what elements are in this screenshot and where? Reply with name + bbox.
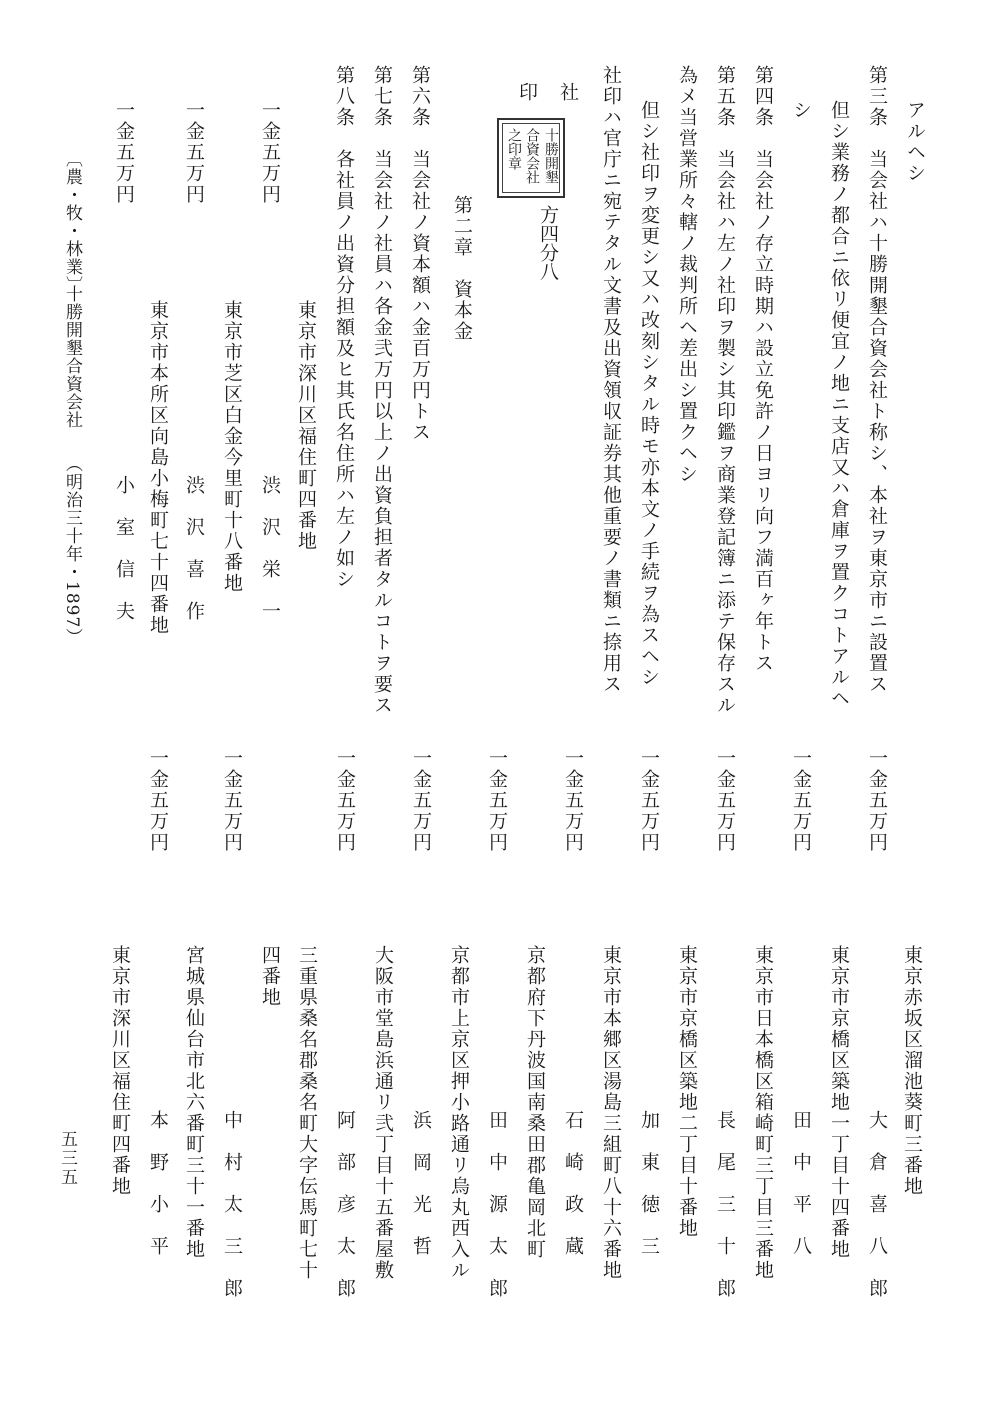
entry-address: 東京市日本橋区箱崎町三丁目三番地 [752, 945, 774, 1281]
entry-name: 渋 沢 栄 一 [259, 475, 281, 622]
entry-address: 三重県桑名郡桑名町大字伝馬町七十 [296, 945, 318, 1281]
entry-amount: 一金五万円 [790, 748, 812, 853]
entry-address: 宮城県仙台市北六番町三十一番地 [183, 945, 205, 1260]
seal-size: 方四分八 [537, 205, 559, 281]
article-5: 第五条 当会社ハ左ノ社印ヲ製シ其印鑑ヲ商業登記簿ニ添テ保存スル [714, 65, 736, 716]
text-line: シ [790, 100, 812, 121]
entry-amount: 一金五万円 [259, 100, 281, 205]
article-6: 第六条 当会社ノ資本額ハ金百万円トス [409, 65, 431, 443]
seal-text: 之印章 [506, 128, 522, 170]
entry-amount: 一金五万円 [638, 748, 660, 853]
footer-date: （明治三十年・1897） [62, 455, 82, 647]
article-4: 第四条 当会社ノ存立時期ハ設立免許ノ日ヨリ向フ満百ヶ年トス [752, 65, 774, 674]
entry-name: 渋 沢 喜 作 [183, 475, 205, 622]
entry-address-cont: 四番地 [259, 945, 281, 1008]
entry-name: 中 村 太 三 郎 [221, 1110, 243, 1299]
entry-name: 加 東 徳 三 [638, 1110, 660, 1257]
entry-amount: 一金五万円 [866, 748, 888, 853]
entry-name: 田 中 平 八 [790, 1110, 812, 1257]
text-line: 社印ハ官庁ニ宛テタル文書及出資領収証券其他重要ノ書類ニ捺用ス [600, 65, 622, 695]
footer-title: 十勝開墾合資会社 [62, 285, 82, 429]
text-line: 但シ社印ヲ変更シ又ハ改刻シタル時モ亦本文ノ手続ヲ為スヘシ [638, 100, 660, 688]
entry-address: 東京市本所区向島小梅町七十四番地 [147, 300, 169, 636]
chapter-heading: 第二章 資本金 [451, 195, 473, 342]
entry-name: 長 尾 三 十 郎 [714, 1110, 736, 1299]
entry-address: 東京市芝区白金今里町十八番地 [221, 300, 243, 594]
seal-label-sha: 社 [557, 82, 579, 103]
entry-address: 大阪市堂島浜通リ弐丁目十五番屋敷 [372, 945, 394, 1281]
entry-name: 大 倉 喜 八 郎 [866, 1110, 888, 1299]
entry-name: 石 崎 政 蔵 [562, 1110, 584, 1257]
entry-name: 小 室 信 夫 [113, 475, 135, 622]
entry-amount: 一金五万円 [334, 748, 356, 853]
entry-address: 東京市深川区福住町四番地 [109, 945, 131, 1197]
entry-amount: 一金五万円 [147, 748, 169, 853]
entry-address: 東京市京橋区築地二丁目十番地 [676, 945, 698, 1239]
entry-name: 浜 岡 光 哲 [410, 1110, 432, 1257]
entry-address: 東京市深川区福住町四番地 [295, 300, 317, 552]
text-line: 為メ当営業所々轄ノ裁判所ヘ差出シ置クヘシ [676, 65, 698, 485]
entry-amount: 一金五万円 [714, 748, 736, 853]
company-seal [497, 118, 565, 198]
entry-name: 阿 部 彦 太 郎 [334, 1110, 356, 1299]
page-number: 五三五 [57, 1130, 77, 1187]
article-8: 第八条 各社員ノ出資分担額及ヒ其氏名住所ハ左ノ如シ [333, 65, 355, 590]
footer-category: 〔農・牧・林業〕 [62, 150, 82, 294]
entry-name: 田 中 源 太 郎 [486, 1110, 508, 1299]
entry-address: 東京市本郷区湯島三組町八十六番地 [600, 945, 622, 1281]
entry-amount: 一金五万円 [183, 100, 205, 205]
entry-address: 京都府下丹波国南桑田郡亀岡北町 [524, 945, 546, 1260]
seal-text: 合資会社 [524, 128, 540, 184]
text-line: 但シ業務ノ都合ニ依リ便宜ノ地ニ支店又ハ倉庫ヲ置クコトアルヘ [828, 100, 850, 709]
text-line: アルヘシ [904, 100, 926, 184]
entry-address: 東京市京橋区築地一丁目十四番地 [828, 945, 850, 1260]
entry-amount: 一金五万円 [486, 748, 508, 853]
entry-name: 本 野 小 平 [147, 1110, 169, 1257]
seal-label-in: 印 [516, 82, 538, 103]
article-3: 第三条 当会社ハ十勝開墾合資会社ト称シ、本社ヲ東京市ニ設置ス [866, 65, 888, 695]
entry-amount: 一金五万円 [113, 100, 135, 205]
entry-amount: 一金五万円 [562, 748, 584, 853]
entry-amount: 一金五万円 [221, 748, 243, 853]
article-7: 第七条 当会社ノ社員ハ各金弐万円以上ノ出資負担者タルコトヲ要ス [371, 65, 393, 716]
seal-text: 十勝開墾 [543, 128, 559, 184]
entry-address: 京都市上京区押小路通リ烏丸西入ル [448, 945, 470, 1281]
entry-amount: 一金五万円 [410, 748, 432, 853]
entry-address: 東京赤坂区溜池葵町三番地 [901, 945, 923, 1197]
